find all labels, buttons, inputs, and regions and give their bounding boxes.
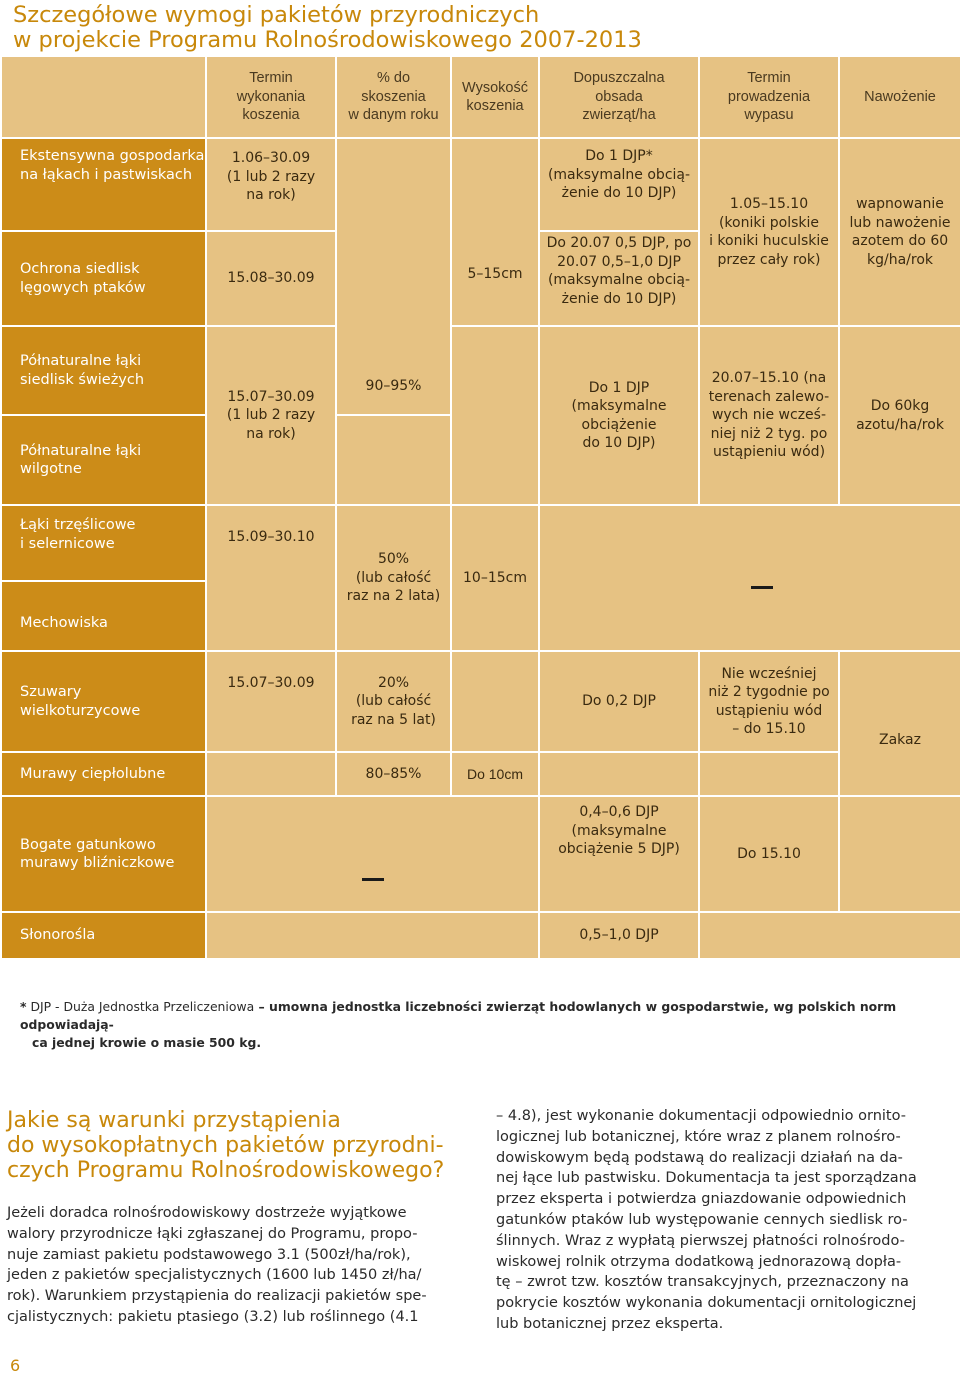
cell-wypas-swiezych: 20.07–15.10 (na terenach zalewo- wych nie wcześ- niej niż 2 tyg. po ustąpieniu wód) [699,326,839,505]
row-label-slonorosla: Słonorośla [1,912,206,959]
row-label-murawy: Murawy ciepłolubne [1,752,206,796]
row-label-trzeslicowe: Łąki trzęślicowe i selernicowe [1,505,206,581]
cell-obsada-szuwary: Do 0,2 DJP [539,651,699,752]
cell-obsada-murawy [539,752,699,796]
table-row-trzeslicowe [1,505,960,581]
cell-procent-murawy: 80–85% [336,752,451,796]
section-text-right: – 4.8), jest wykonanie dokumentacji odpowiednio ornito- logicznej lub botanicznej, które wraz z planem rolnośro- dowiskowym będą podstawą do realizacji działań na da- nej łące lub pastwisku. Dokumentacja ta jest sporządzana przez eksperta i potwierdza gniazdowanie odpowiednich gatunków ptaków lub występowanie cennych siedlisk ro- ślinnych. Wraz z wypłatą pierwszej płatności rolnośrodo- wiskowej rolnik otrzyma dodatkową jednorazową dopła- tę – zwrot tzw. kosztów transakcyjnych, przeznaczony na pokrycie kosztów wykonania dokumentacji ornitologicznej lub botanicznej przez eksperta. [496,1108,917,1332]
row-label-ochrona: Ochrona siedlisk lęgowych ptaków [1,231,206,326]
page-number: 6 [10,1356,21,1375]
cell-trzeslicowe-dash [539,505,960,651]
header-termin-wypasu: Termin prowadzenia wypasu [699,56,839,138]
cell-wysokosc-group1: 5–15cm [451,138,539,326]
section-text-left: Jeżeli doradca rolnośrodowiskowy dostrzeże wyjątkowe walory przyrodnicze łąki zgłaszanej do Programu, propo- nuje zamiast pakietu podstawowego 3.1 (500zł/ha/rok), jeden z pakietów specjalistycznych (1600 lub 1450 zł/ha/ rok). Warunkiem przystąpienia do realizacji pakietów spe- cjalistycznych: pakietu ptasiego (3.2) lub roślinnego (4.1 [7,1205,427,1325]
header-nawozenie: Nawożenie [839,56,960,138]
table-header-row [1,56,960,138]
cell-bogate-dash [206,796,539,912]
dash-mark [362,878,384,881]
cell-wysokosc-swiezych [451,326,539,505]
cell-procent-trzeslicowe: 50% (lub całość raz na 2 lata) [336,505,451,651]
cell-procent-wilgotne [336,415,451,505]
cell-wypas-bogate: Do 15.10 [699,796,839,912]
row-label-swiezych: Półnaturalne łąki siedlisk świeżych [1,326,206,415]
cell-procent-szuwary: 20% (lub całość raz na 5 lat) [336,651,451,752]
cell-wysokosc-murawy: Do 10cm [451,752,539,796]
cell-termin-trzeslicowe: 15.09–30.10 [206,505,336,651]
cell-obsada-ochrona: Do 20.07 0,5 DJP, po 20.07 0,5–1,0 DJP (maksymalne obcią- żenie do 10 DJP) [539,231,699,326]
cell-nawozenie-swiezych: Do 60kg azotu/ha/rok [839,326,960,505]
cell-wysokosc-szuwary [451,651,539,752]
table-row-ekstensywna [1,138,960,231]
cell-obsada-swiezych: Do 1 DJP (maksymalne obciążenie do 10 DJP) [539,326,699,505]
cell-termin-ekstensywna: 1.06–30.09 (1 lub 2 razy na rok) [206,138,336,231]
row-label-bogate: Bogate gatunkowo murawy bliźniczkowe [1,796,206,912]
cell-slonorosla-empty [206,912,539,959]
cell-slonorosla-tail [699,912,960,959]
footnote-definition: – umowna jednostka liczebności zwierząt hodowlanych w gospodarstwie, wg polskich norm odpowiadają- [20,999,897,1032]
cell-nawozenie-group1: wapnowanie lub nawożenie azotem do 60 kg/ha/rok [839,138,960,326]
table-row-slonorosla [1,912,960,959]
cell-wypas-group1: 1.05–15.10 (koniki polskie i koniki huculskie przez cały rok) [699,138,839,326]
row-label-ekstensywna: Ekstensywna gospodarka na łąkach i pastwiskach [1,138,206,231]
cell-obsada-ekstensywna: Do 1 DJP* (maksymalne obcią- żenie do 10 DJP) [539,138,699,231]
header-wysokosc-koszenia: Wysokość koszenia [451,56,539,138]
footnote-definition-cont: ca jednej krowie o masie 500 kg. [32,1035,262,1050]
cell-procent-group1 [336,138,451,415]
row-label-szuwary: Szuwary wielkoturzycowe [1,651,206,752]
cell-wypas-murawy [699,752,839,796]
cell-termin-swiezych: 15.07–30.09 (1 lub 2 razy na rok) [206,326,336,505]
package-requirements-table [0,55,960,960]
header-obsada-zwierzat: Dopuszczalna obsada zwierząt/ha [539,56,699,138]
table-row-bogate [1,796,960,912]
cell-termin-ochrona: 15.08–30.09 [206,231,336,326]
footnote-star: * [20,999,27,1014]
page-title: Szczegółowe wymogi pakietów przyrodniczych w projekcie Programu Rolnośrodowiskowego 2007-2013 [13,2,642,53]
section-heading: Jakie są warunki przystąpienia do wysokopłatnych pakietów przyrodni- czych Programu Rolnośrodowiskowego? [7,1108,445,1183]
cell-wysokosc-trzeslicowe: 10–15cm [451,505,539,651]
cell-termin-szuwary: 15.07–30.09 [206,651,336,752]
cell-termin-murawy [206,752,336,796]
header-termin-koszenia: Termin wykonania koszenia [206,56,336,138]
row-label-wilgotne: Półnaturalne łąki wilgotne [1,415,206,505]
footnote-term: DJP - Duża Jednostka Przeliczeniowa [30,999,255,1014]
row-label-mechowiska: Mechowiska [1,581,206,651]
procent-90-95: 90–95% [365,378,422,394]
cell-nawozenie-szuwary: Zakaz [839,651,960,796]
cell-obsada-slonorosla: 0,5–1,0 DJP [539,912,699,959]
table-row-szuwary [1,651,960,752]
cell-wypas-szuwary: Nie wcześniej niż 2 tygodnie po ustąpieniu wód – do 15.10 [699,651,839,752]
table-row-swiezych [1,326,960,415]
header-procent-koszenia: % do skoszenia w danym roku [336,56,451,138]
dash-mark [751,586,773,589]
cell-nawozenie-bogate [839,796,960,912]
table-row-murawy [1,752,960,796]
footnote [20,998,950,1052]
cell-obsada-bogate: 0,4–0,6 DJP (maksymalne obciążenie 5 DJP) [539,796,699,912]
table-corner-cell [1,56,206,138]
